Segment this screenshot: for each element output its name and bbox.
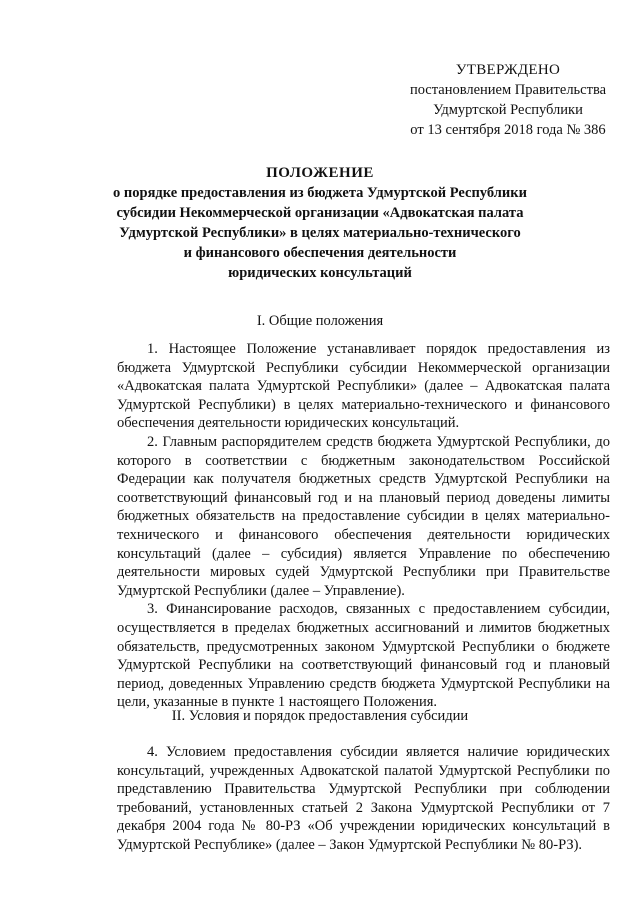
document-title-block <box>100 163 540 283</box>
approval-line-3: от 13 сентября 2018 года № 386 <box>410 122 606 138</box>
document-subtitle-line-5: юридических консультаций <box>228 265 412 281</box>
section-body-conditions <box>117 743 610 855</box>
section-heading-conditions: II. Условия и порядок предоставления субсидии <box>171 708 469 724</box>
paragraph-3: 3. Финансирование расходов, связанных с предоставлением субсидии, осуществляется в пределах бюджетных ассигнований и лимитов бюджетных обязательств, предусмотренных законом Удмуртской Республики о бюджете Удмуртской Республики на соответствующий финансовый год и плановый период, доведенных Управлению средств бюджета Удмуртской Республики на цели, указанные в пункте 1 настоящего Положения. <box>117 601 610 711</box>
paragraph-1: 1. Настоящее Положение устанавливает порядок предоставления из бюджета Удмуртской Республики субсидии Некоммерческой организации «Адвокатская палата Удмуртской Республики» (далее – Адвокатская палата Удмуртской Республики) в целях материально-технического и финансового обеспечения деятельности юридических консультаций. <box>117 341 610 432</box>
approval-line-2: Удмуртской Республики <box>433 102 583 118</box>
approval-block <box>398 60 618 140</box>
document-subtitle-line-1: о порядке предоставления из бюджета Удмуртской Республики <box>113 185 527 201</box>
document-subtitle-line-3: Удмуртской Республики» в целях материально-технического <box>119 225 521 241</box>
document-subtitle-line-2: субсидии Некоммерческой организации «Адвокатская палата <box>116 205 524 221</box>
document-subtitle-line-4: и финансового обеспечения деятельности <box>183 245 457 261</box>
document-title: ПОЛОЖЕНИЕ <box>266 165 374 181</box>
paragraph-4: 4. Условием предоставления субсидии является наличие юридических консультаций, учрежденных Адвокатской палатой Удмуртской Республики по представлению Правительства Удмуртской Республики при соблюдении требований, установленных статьей 2 Закона Удмуртской Республики от 7 декабря 2004 года № 80-РЗ «Об учреждении юридических консультаций в Удмуртской Республике» (далее – Закон Удмуртской Республики № 80-РЗ). <box>117 744 610 853</box>
section-heading-general: I. Общие положения <box>256 313 384 329</box>
approval-line-1: постановлением Правительства <box>409 82 607 98</box>
section-body-general <box>117 340 610 712</box>
approval-stamp: УТВЕРЖДЕНО <box>455 62 561 78</box>
paragraph-2: 2. Главным распорядителем средств бюджета Удмуртской Республики, до которого в соответствии с бюджетным законодательством Российской Федерации как получателя бюджетных средств Удмуртской Республики на соответствующий финансовый год и на плановый период доведены лимиты бюджетных обязательств на предоставление субсидии в целях материально-технического и финансового обеспечения деятельности юридических консультаций (далее – субсидия) является Управление по обеспечению деятельности мировых судей Удмуртской Республики при Правительстве Удмуртской Республики (далее – Управление). <box>117 433 610 599</box>
